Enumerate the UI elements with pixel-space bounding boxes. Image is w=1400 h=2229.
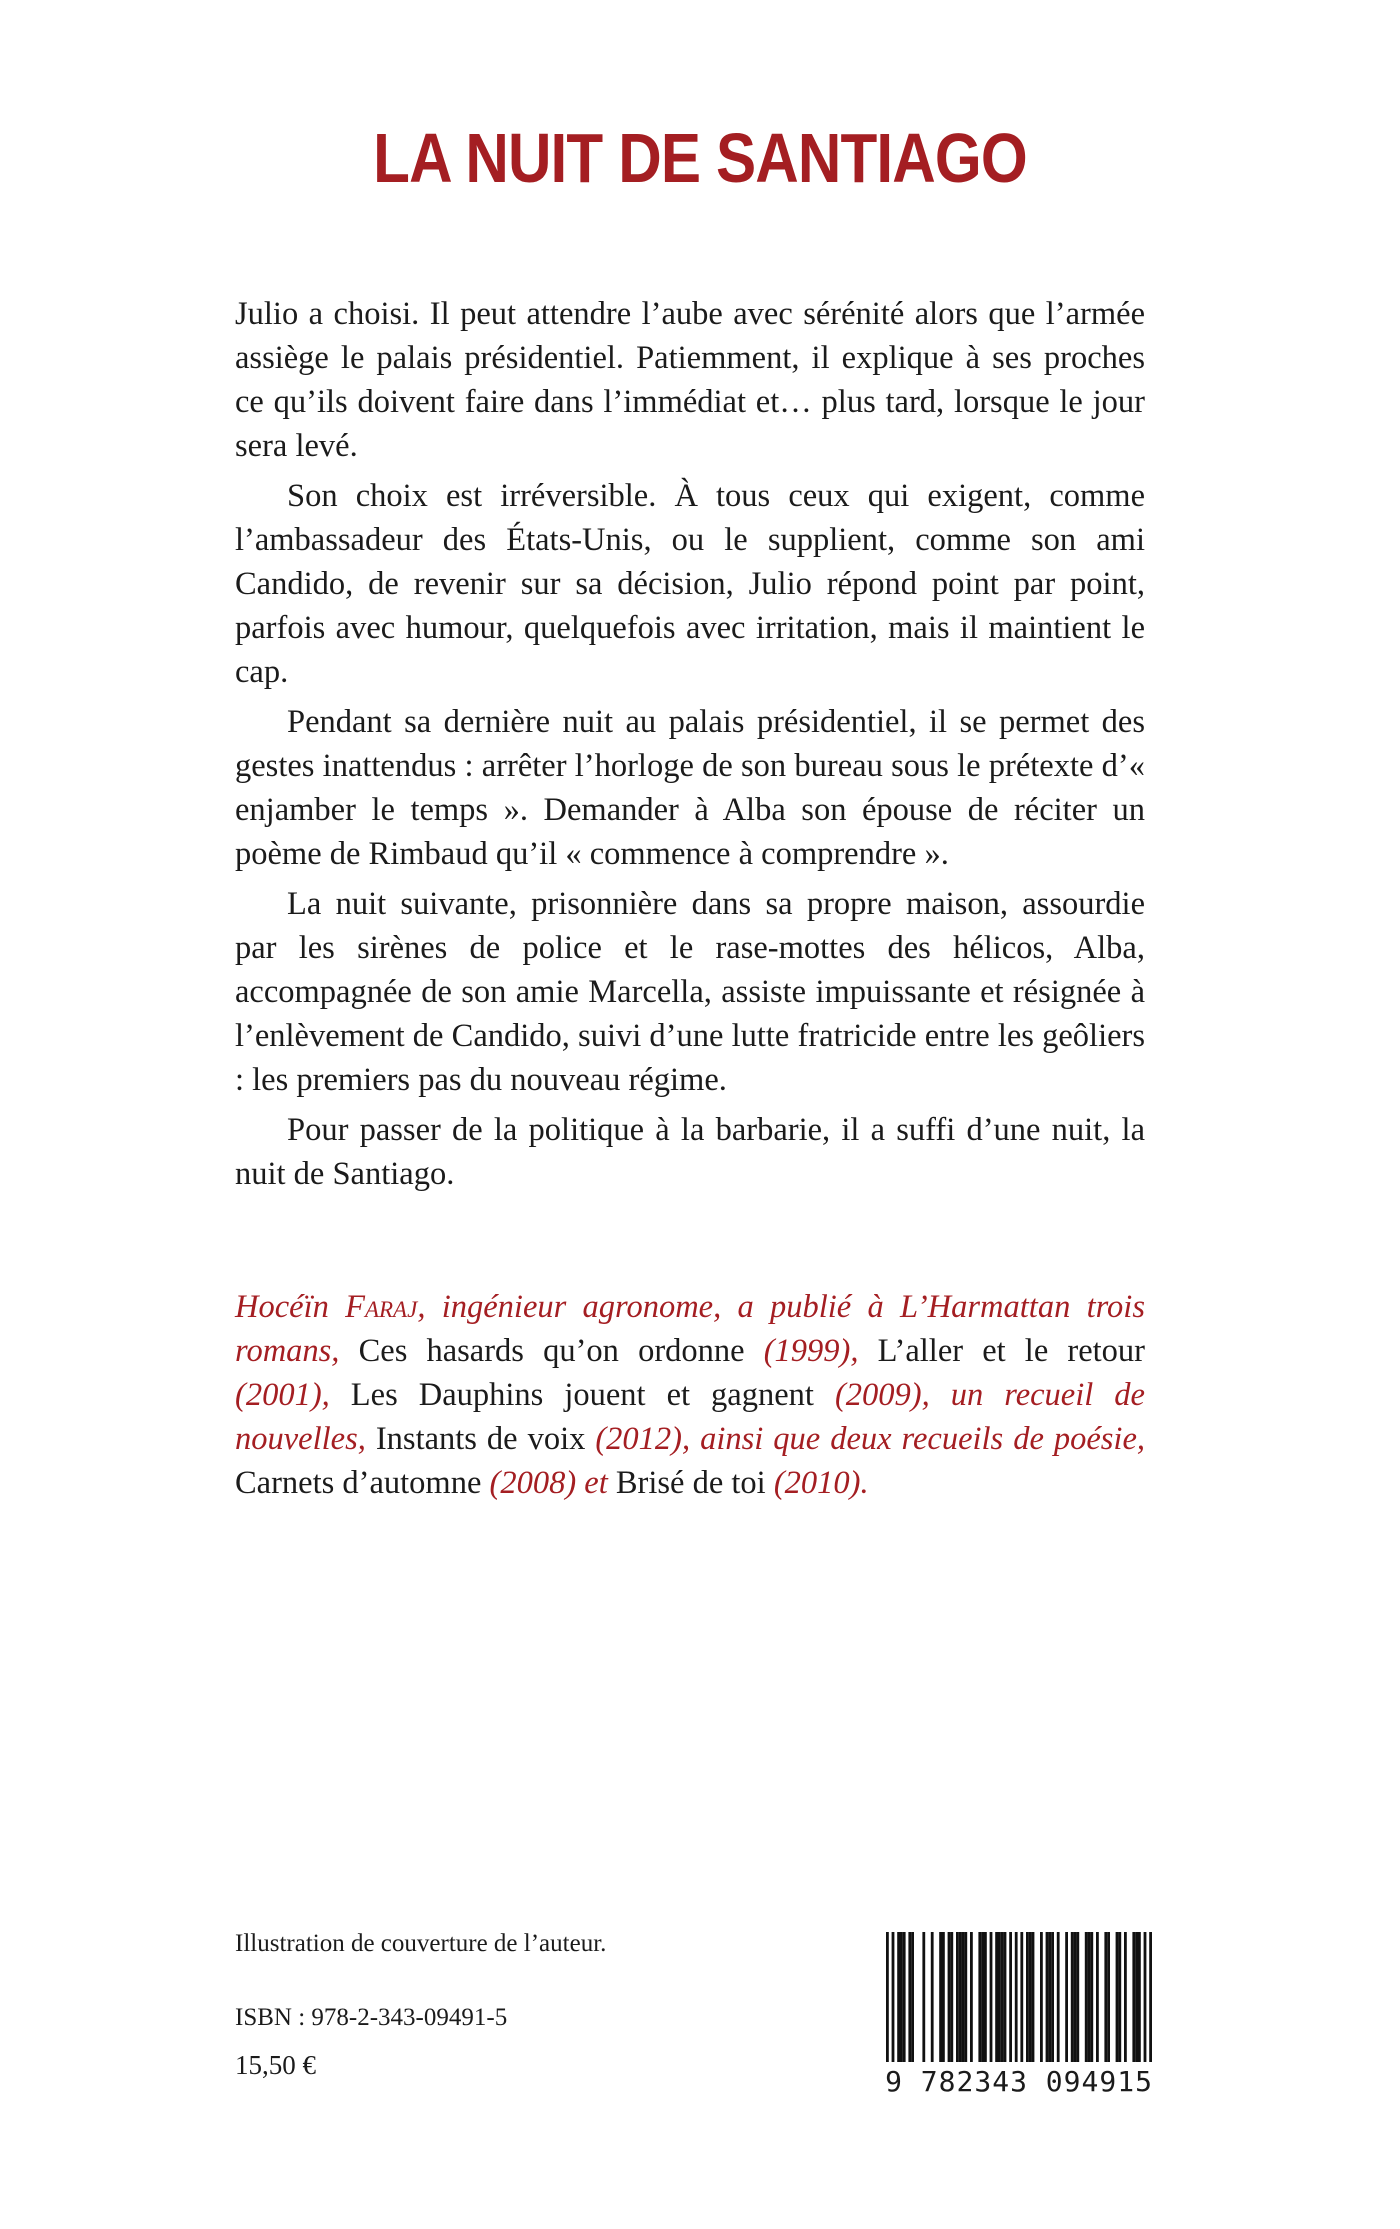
book-ref: Les Dauphins jouent et gagnent bbox=[350, 1377, 814, 1413]
barcode-bar bbox=[903, 1932, 906, 2064]
barcode-bar bbox=[1116, 1932, 1119, 2064]
cover-credit: Illustration de couverture de l’auteur. bbox=[235, 1930, 607, 1957]
barcode-bar bbox=[911, 1932, 914, 2064]
bio-text: (2008) et bbox=[481, 1465, 616, 1501]
barcode-bar bbox=[1118, 1932, 1121, 2064]
barcode-digits: 9 782343 094915 bbox=[870, 2062, 1168, 2104]
barcode-bar bbox=[1132, 1932, 1135, 2064]
barcode-bar bbox=[942, 1932, 945, 2064]
barcode-bar bbox=[998, 1932, 1001, 2064]
barcode-bar bbox=[1009, 1932, 1012, 2064]
barcode-bar bbox=[1020, 1932, 1023, 2082]
author-last-name: Faraj bbox=[345, 1289, 418, 1325]
barcode-bar bbox=[995, 1932, 998, 2064]
bio-text: (2001), bbox=[235, 1377, 351, 1413]
barcode-bar bbox=[990, 1932, 993, 2064]
barcode-bar bbox=[1048, 1932, 1051, 2064]
barcode-bar bbox=[1124, 1932, 1127, 2064]
book-ref: L’aller et le retour bbox=[877, 1333, 1146, 1369]
barcode-bar bbox=[1074, 1932, 1077, 2064]
blurb-paragraph: Pendant sa dernière nuit au palais présidentiel, il se permet des gestes inattendus : arrêter l’horloge de son bureau sous le prétexte d’« enjamber le temps ». Demander à Alba son épouse de réciter un poème de Rimbaud qu’il « commence à comprendre ». bbox=[235, 704, 1145, 872]
barcode-bar bbox=[950, 1932, 953, 2064]
barcode-bar bbox=[892, 1932, 895, 2082]
bio-text: , ingénieur agronome, a publié à L’Harmattan trois romans, bbox=[235, 1289, 1145, 1369]
barcode bbox=[870, 1932, 1168, 2104]
barcode-bar bbox=[1090, 1932, 1093, 2064]
barcode-bar bbox=[1096, 1932, 1099, 2064]
barcode-bar bbox=[1085, 1932, 1088, 2064]
blurb-paragraph: Pour passer de la politique à la barbarie, il a suffi d’une nuit, la nuit de Santiago. bbox=[235, 1112, 1145, 1192]
barcode-bar bbox=[1040, 1932, 1043, 2064]
barcode-bar bbox=[1076, 1932, 1079, 2064]
barcode-bar bbox=[984, 1932, 987, 2064]
price: 15,50 € bbox=[235, 2050, 316, 2080]
barcode-bar bbox=[970, 1932, 973, 2064]
barcode-bar bbox=[956, 1932, 959, 2064]
book-ref: Ces hasards qu’on ordonne bbox=[358, 1333, 745, 1369]
barcode-bar bbox=[962, 1932, 965, 2064]
barcode-bar bbox=[1144, 1932, 1147, 2082]
isbn: ISBN : 978-2-343-09491-5 bbox=[235, 2004, 508, 2031]
book-ref: Instants de voix bbox=[375, 1421, 586, 1457]
book-ref: Brisé de toi bbox=[615, 1465, 766, 1501]
barcode-bar bbox=[1057, 1932, 1060, 2064]
barcode-bar bbox=[1088, 1932, 1091, 2064]
barcode-bar bbox=[900, 1932, 903, 2064]
barcode-bar bbox=[1026, 1932, 1029, 2064]
barcode-bar bbox=[1149, 1932, 1152, 2082]
barcode-bar bbox=[1004, 1932, 1007, 2064]
barcode-bar bbox=[1065, 1932, 1068, 2064]
barcode-bar bbox=[1046, 1932, 1049, 2064]
book-title: LA NUIT DE SANTIAGO bbox=[373, 119, 1027, 197]
blurb-paragraph: La nuit suivante, prisonnière dans sa propre maison, assourdie par les sirènes de police et le rase-mottes des hélicos, Alba, accompagnée de son amie Marcella, assiste impuissante et résignée à l’enlèvement de Candido, suivi d’une lutte fratricide entre les geôliers : les premiers pas du nouveau régime. bbox=[235, 886, 1145, 1098]
bio-text: (2010). bbox=[765, 1465, 869, 1501]
barcode-bar bbox=[964, 1932, 967, 2064]
barcode-bar bbox=[1015, 1932, 1018, 2082]
barcode-bar bbox=[939, 1932, 942, 2064]
barcode-bar bbox=[1138, 1932, 1141, 2064]
blurb bbox=[235, 292, 1145, 1202]
barcode-bar bbox=[1071, 1932, 1074, 2064]
barcode-bar bbox=[1032, 1932, 1035, 2064]
barcode-bar bbox=[922, 1932, 925, 2064]
barcode-bar bbox=[978, 1932, 981, 2064]
bio-text: (1999), bbox=[744, 1333, 878, 1369]
barcode-bar bbox=[1104, 1932, 1107, 2064]
barcode-bar bbox=[931, 1932, 934, 2064]
barcode-bar bbox=[981, 1932, 984, 2064]
barcode-bar bbox=[1001, 1932, 1004, 2064]
bio-text: (2009), un recueil de nouvelles, bbox=[235, 1377, 1145, 1457]
barcode-bar bbox=[948, 1932, 951, 2064]
author-bio bbox=[235, 1285, 1145, 1505]
author-first-name: Hocéïn bbox=[235, 1289, 346, 1325]
bio-text: (2012), ainsi que deux recueils de poésie, bbox=[585, 1421, 1145, 1457]
barcode-bar bbox=[897, 1932, 900, 2064]
blurb-paragraph: Julio a choisi. Il peut attendre l’aube avec sérénité alors que l’armée assiège le palais présidentiel. Patiemment, il explique à ses proches ce qu’ils doivent faire dans l’immédiat et… plus tard, lorsque le jour sera levé. bbox=[235, 296, 1145, 464]
barcode-bar bbox=[1029, 1932, 1032, 2064]
blurb-paragraph: Son choix est irréversible. À tous ceux qui exigent, comme l’ambassadeur des États-Unis, ou le supplient, comme son ami Candido, de revenir sur sa décision, Julio répond point par point, parfois avec humour, quelquefois avec irritation, mais il maintient le cap. bbox=[235, 478, 1145, 690]
barcode-bar bbox=[1135, 1932, 1138, 2064]
barcode-bar bbox=[1107, 1932, 1110, 2064]
barcode-bar bbox=[886, 1932, 889, 2082]
barcode-bar bbox=[1051, 1932, 1054, 2064]
barcode-bar bbox=[959, 1932, 962, 2064]
barcode-bar bbox=[908, 1932, 911, 2064]
book-ref: Carnets d’automne bbox=[235, 1465, 482, 1501]
